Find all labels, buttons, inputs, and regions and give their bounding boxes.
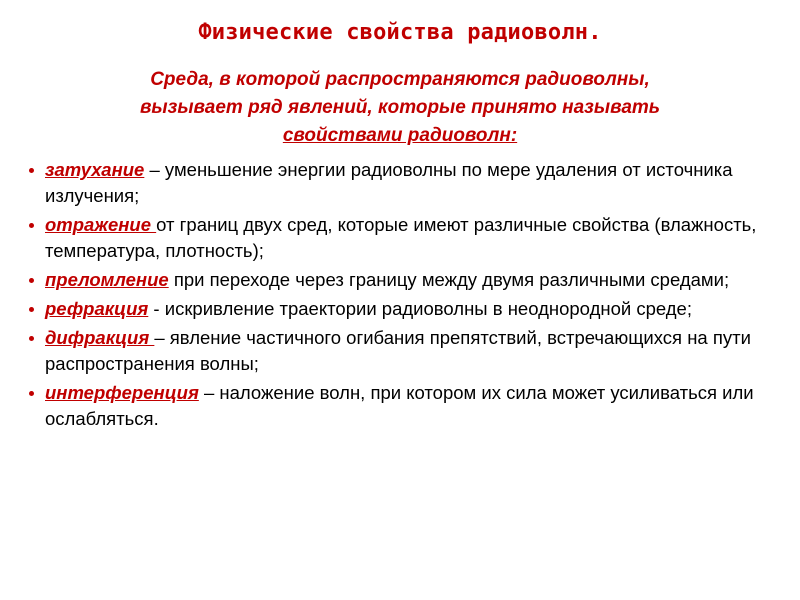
bullet-dot-icon <box>29 223 34 228</box>
definition-refraction: при переходе через границу между двумя различными средами; <box>168 269 730 290</box>
bullet-dot-icon <box>29 336 34 341</box>
term-attenuation: затухание <box>45 159 145 180</box>
intro-line-1: Среда, в которой распространяются радиоволны, <box>150 69 650 90</box>
definition-attenuation: – уменьшение энергии радиоволны по мере удаления от источника излучения; <box>45 159 733 206</box>
definition-atmospheric-refraction: - искривление траектории радиоволны в неоднородной среде; <box>148 298 692 319</box>
properties-list <box>24 157 784 435</box>
intro-line-2: вызывает ряд явлений, которые принято называть <box>139 97 661 118</box>
term-atmospheric-refraction: рефракция <box>45 298 149 319</box>
list-item-reflection <box>24 212 784 264</box>
term-refraction: преломление <box>45 269 169 290</box>
bullet-dot-icon <box>29 168 34 173</box>
list-item-interference <box>24 380 784 432</box>
definition-reflection: от границ двух сред, которые имеют различные свойства (влажность, температура, плотность); <box>45 214 757 261</box>
slide-title: Физические свойства радиоволн. <box>198 20 602 45</box>
bullet-dot-icon <box>29 307 34 312</box>
list-item-attenuation <box>24 157 784 209</box>
definition-diffraction: – явление частичного огибания препятствий, встречающихся на пути распространения волны; <box>45 327 751 374</box>
term-diffraction: дифракция <box>45 327 155 348</box>
list-item-diffraction <box>24 325 784 377</box>
term-reflection: отражение <box>45 214 157 235</box>
bullet-dot-icon <box>29 278 34 283</box>
intro-line-3: свойствами радиоволн: <box>282 125 518 146</box>
bullet-dot-icon <box>29 391 34 396</box>
term-interference: интерференция <box>45 382 199 403</box>
definition-interference: – наложение волн, при котором их сила может усиливаться или ослабляться. <box>45 382 754 429</box>
list-item-atmospheric-refraction <box>24 296 784 322</box>
list-item-refraction <box>24 267 784 293</box>
intro-text <box>60 66 740 150</box>
